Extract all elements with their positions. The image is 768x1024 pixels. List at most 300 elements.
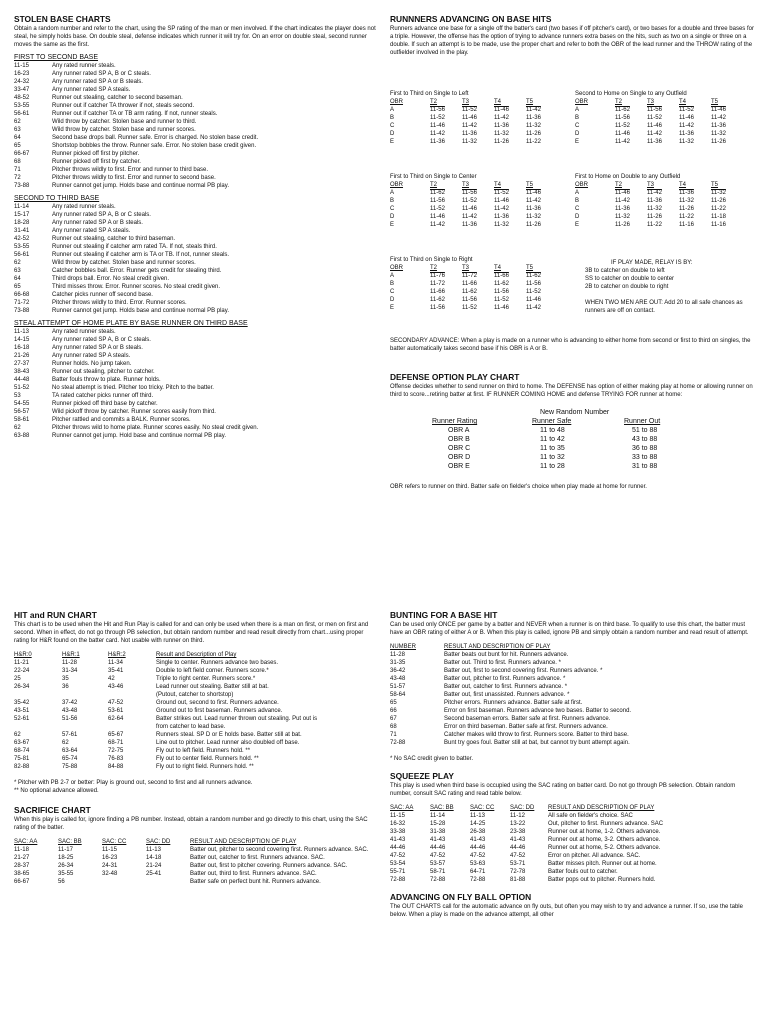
squeeze-table xyxy=(390,804,663,884)
first-to-second-result: Any runner rated SP A or B steals. xyxy=(52,79,143,85)
squeeze-cell: 33-38 xyxy=(390,829,406,835)
sacrifice-cell: 21-24 xyxy=(146,863,162,869)
runners-grid-cell: 11-46 xyxy=(494,198,509,204)
sq-header-4: RESULT AND DESCRIPTION OF PLAY xyxy=(548,805,655,811)
bunting-row xyxy=(390,739,631,747)
relay-line-2: SS to catcher on double to center xyxy=(585,276,675,282)
runners-grid-cell: 11-26 xyxy=(494,139,509,145)
runners-grid-cell: 11-32 xyxy=(711,190,726,196)
home-steal-number: 11-13 xyxy=(14,329,29,335)
second-to-third-number: 56-61 xyxy=(14,252,30,258)
bunting-cell: Batter out, first unassisted. Runners advance. * xyxy=(444,692,570,698)
runners-grid-cell: 11-26 xyxy=(526,222,541,228)
sacrifice-cell xyxy=(102,878,146,886)
first-to-second-row xyxy=(14,78,378,86)
runners-grid-cell: 11-32 xyxy=(711,131,726,137)
home-steal-result: TA rated catcher picks runner off third. xyxy=(52,393,154,399)
defense-row xyxy=(432,444,660,453)
second-to-third-result: Runner cannot get jump. Holds base and continue normal PB play. xyxy=(52,308,229,314)
runners-grid-header: T3 xyxy=(647,99,655,105)
runners-grid-cell: 11-52 xyxy=(494,190,509,196)
squeeze-cell: Batter fouls out to catcher. xyxy=(548,869,618,875)
runners-table-5 xyxy=(390,256,570,312)
runners-grid-header: T2 xyxy=(615,182,623,188)
runners-grid-row xyxy=(390,122,558,130)
runners-grid-cell: 11-42 xyxy=(430,222,445,228)
sacrifice-row xyxy=(14,878,368,886)
squeeze-cell: Runner out at home, 3-2. Others advance. xyxy=(548,837,661,843)
runners-grid-header: OBR xyxy=(390,99,404,105)
bunting-cell: 58-64 xyxy=(390,692,406,698)
hr-header-0: H&R:0 xyxy=(14,652,32,658)
sacrifice-cell: 11-17 xyxy=(58,847,73,853)
hit-run-row xyxy=(14,683,317,691)
squeeze-cell: 53-54 xyxy=(390,861,406,867)
runners-grid-cell: C xyxy=(390,289,395,295)
sacrifice-cell: 25-41 xyxy=(146,871,162,877)
squeeze-cell: 15-28 xyxy=(430,821,446,827)
sacrifice-cell: 35-55 xyxy=(58,871,74,877)
bunting-cell: 65 xyxy=(390,700,397,706)
hit-run-cell: 11-21 xyxy=(14,660,29,666)
squeeze-cell: 58-71 xyxy=(430,869,446,875)
squeeze-cell: 23-38 xyxy=(510,829,526,835)
first-to-second-number: 62 xyxy=(14,119,21,125)
hit-run-cell: 47-52 xyxy=(108,700,124,706)
runners-grid-cell: B xyxy=(390,115,395,121)
hit-run-cell: 35-42 xyxy=(14,700,30,706)
hit-run-cell: Triple to right center. Runners score.* xyxy=(156,676,256,682)
home-steal-row xyxy=(14,352,378,360)
runners-grid-row xyxy=(390,221,558,229)
hit-run-cell: 62 xyxy=(14,732,21,738)
hit-run-row xyxy=(14,699,317,707)
sac-header-4: RESULT AND DESCRIPTION OF PLAY xyxy=(190,839,297,845)
runners-section xyxy=(390,14,754,57)
second-to-third-row xyxy=(14,243,378,251)
second-to-third-number: 53-55 xyxy=(14,244,30,250)
hit-run-cell: 75-88 xyxy=(62,764,78,770)
runners-grid-cell: A xyxy=(390,273,395,279)
second-to-third-result: Any runner rated SP A steals. xyxy=(52,228,131,234)
squeeze-title: SQUEEZE PLAY xyxy=(390,771,454,781)
hit-run-cell: Fly out to left field. Runners hold. ** xyxy=(156,748,251,754)
first-to-second-result: Runner picked off first by pitcher. xyxy=(52,151,140,157)
second-to-third-number: 15-17 xyxy=(14,212,30,218)
runners-grid-cell: 11-46 xyxy=(647,123,662,129)
bunting-cell: Batter out, catcher to first. Runners advance. * xyxy=(444,684,568,690)
hit-run-cell: 82-88 xyxy=(14,764,30,770)
runners-grid-cell: 11-42 xyxy=(526,198,541,204)
runners-grid-cell: A xyxy=(390,190,395,196)
bunting-cell: 66 xyxy=(390,708,397,714)
hit-run-cell: 75-81 xyxy=(14,756,30,762)
hit-run-row xyxy=(14,747,317,755)
second-to-third-number: 63 xyxy=(14,268,21,274)
runners-grid-cell: 11-56 xyxy=(430,107,445,113)
second-to-third-result: Catcher bobbles ball. Error. Runner gets credit for stealing third. xyxy=(52,268,222,274)
runners-grid-cell: 11-36 xyxy=(647,198,662,204)
secondary-advance: SECONDARY ADVANCE: When a play is made on a runner who is advancing to either home from second or first to third on singles, the batter automatically takes second base if his OBR is A or B. xyxy=(390,338,751,352)
squeeze-cell: 53-71 xyxy=(510,861,526,867)
squeeze-cell: Batter pops out to pitcher. Runners hold. xyxy=(548,877,656,883)
runners-grid-header: T4 xyxy=(679,99,687,105)
runners-grid-cell: 11-36 xyxy=(494,123,509,129)
squeeze-cell: 26-38 xyxy=(470,829,486,835)
first-to-second-number: 24-32 xyxy=(14,79,30,85)
hit-run-cell: 43-51 xyxy=(14,708,30,714)
runners-grid-header: T4 xyxy=(494,99,502,105)
second-to-third-number: 18-28 xyxy=(14,220,30,226)
first-to-second-number: 33-47 xyxy=(14,87,30,93)
second-to-third-row xyxy=(14,307,378,315)
defense-row xyxy=(432,462,660,471)
runners-grid-cell: 11-66 xyxy=(430,289,445,295)
runners-grid-header: OBR xyxy=(390,182,404,188)
bunting-cell: Catcher makes wild throw to first. Runners score. Batter to third base. xyxy=(444,732,629,738)
runners-grid-cell: 11-52 xyxy=(647,115,662,121)
defense-table xyxy=(432,417,660,471)
hit-run-cell: 22-24 xyxy=(14,668,30,674)
bunting-cell: Bunt try goes foul. Batter still at bat, but cannot try bunt attempt again. xyxy=(444,740,630,746)
squeeze-intro: This play is used when third base is occupied using the SAC rating on batter card. Do not go through PB selection. Obtain random number, consult SAC rating and read table below. xyxy=(390,783,736,797)
second-to-third-number: 42-52 xyxy=(14,236,30,242)
runners-grid-cell: 11-36 xyxy=(430,139,445,145)
runners-grid-cell: 11-36 xyxy=(711,123,726,129)
runners-grid-cell: 11-56 xyxy=(430,305,445,311)
bunting-row xyxy=(390,659,631,667)
second-to-third-row xyxy=(14,267,378,275)
runners-grid-cell: 11-52 xyxy=(430,115,445,121)
runners-grid-cell: 11-62 xyxy=(462,289,477,295)
runners-grid-row xyxy=(390,106,558,114)
hit-run-cell: 76-83 xyxy=(108,756,124,762)
second-to-third-number: 71-72 xyxy=(14,300,30,306)
second-to-third-number: 62 xyxy=(14,260,21,266)
sacrifice-cell: 24-31 xyxy=(102,863,118,869)
defense-cell: OBR E xyxy=(448,463,470,470)
sacrifice-cell: Batter out, first to pitcher covering. Runners advance. SAC. xyxy=(190,863,348,869)
defense-title: DEFENSE OPTION PLAY CHART xyxy=(390,372,520,382)
bunting-cell: 71 xyxy=(390,732,397,738)
hit-run-cell: 11-28 xyxy=(62,660,77,666)
runners-grid-cell: E xyxy=(390,222,395,228)
first-to-second-number: 72 xyxy=(14,175,21,181)
sac-header-1: SAC: BB xyxy=(58,839,82,845)
squeeze-cell: 47-52 xyxy=(510,853,526,859)
hit-run-cell: (Putout, catcher to shortstop) xyxy=(156,692,234,698)
bunting-cell: 31-35 xyxy=(390,660,406,666)
sac-header-2: SAC: CC xyxy=(102,839,127,845)
squeeze-cell: 11-15 xyxy=(390,813,405,819)
runners-grid-cell: 11-46 xyxy=(430,123,445,129)
runners-grid-cell: 11-62 xyxy=(526,273,541,279)
second-to-third-result: Runner out stealing if catcher arm rated TA. If not, steals third. xyxy=(52,244,217,250)
runners-grid-cell: B xyxy=(575,115,580,121)
home-steal-row xyxy=(14,336,378,344)
bunting-row xyxy=(390,731,631,739)
sacrifice-cell: 28-37 xyxy=(14,863,30,869)
runners-grid-cell: E xyxy=(390,139,395,145)
flyball-title: ADVANCING ON FLY BALL OPTION xyxy=(390,892,532,902)
hit-run-cell: 62 xyxy=(62,740,69,746)
second-to-third-result: Third misses throw. Error. Runner scores. No steal credit given. xyxy=(52,284,221,290)
second-to-third-number: 64 xyxy=(14,276,21,282)
runners-grid-cell: B xyxy=(575,198,580,204)
second-to-third-result: Any rated runner steals. xyxy=(52,204,116,210)
sacrifice-title: SACRIFICE CHART xyxy=(14,805,91,815)
first-to-second-number: 63 xyxy=(14,127,21,133)
hit-run-cell: 43-46 xyxy=(108,684,124,690)
runners-grid-cell: 11-22 xyxy=(526,139,541,145)
first-to-second-result: Pitcher throws wildly to first. Error and runner to second base. xyxy=(52,175,216,181)
first-to-second-row xyxy=(14,166,378,174)
stolen-base-intro: Obtain a random number and refer to the chart, using the SP rating of the man or men involved. If the chart indicates the player does not steal, he simply holds base. On double steal, defense indicates which runner it will try for. On an error on double steal, second runner moves the same as the first. xyxy=(14,26,376,48)
runners-grid-row xyxy=(575,189,743,197)
second-to-third-list xyxy=(14,203,378,315)
bunting-table xyxy=(390,643,631,747)
bunting-cell: Error on third baseman. Batter safe at first. Runners advance. xyxy=(444,724,608,730)
runners-grid-cell: 11-42 xyxy=(647,190,662,196)
runners-grid-row xyxy=(575,205,743,213)
hit-run-cell: 35-41 xyxy=(108,668,124,674)
runners-grid-cell: 11-32 xyxy=(526,214,541,220)
home-steal-row xyxy=(14,360,378,368)
runners-grid-cell: 11-56 xyxy=(430,198,445,204)
second-to-third-row xyxy=(14,219,378,227)
runners-grid-cell: 11-56 xyxy=(615,115,630,121)
runners-grid-cell: 11-26 xyxy=(711,139,726,145)
runners-grid-header: T4 xyxy=(494,182,502,188)
first-to-second-number: 68 xyxy=(14,159,21,165)
first-to-second-result: Wild throw by catcher. Stolen base and runner to third. xyxy=(52,119,197,125)
runners-grid-header: T2 xyxy=(430,99,438,105)
second-to-third-number: 73-88 xyxy=(14,308,30,314)
runners-grid-cell: 11-56 xyxy=(526,281,541,287)
hit-run-cell xyxy=(108,723,156,731)
defense-cell: OBR B xyxy=(448,436,470,443)
home-steal-result: Any rated runner steals. xyxy=(52,329,116,335)
bunting-section xyxy=(390,610,754,919)
runners-grid-header: T4 xyxy=(679,182,687,188)
hit-run-cell: 63-67 xyxy=(14,740,30,746)
runners-grid-row xyxy=(390,130,558,138)
bunting-row xyxy=(390,683,631,691)
runners-grid-header: OBR xyxy=(390,265,404,271)
defense-cell: 51 to 88 xyxy=(632,427,658,434)
runners-grid-cell: 11-46 xyxy=(615,131,630,137)
home-steal-row xyxy=(14,376,378,384)
defense-cell: 36 to 88 xyxy=(632,445,658,452)
second-to-third-row xyxy=(14,291,378,299)
hit-run-row xyxy=(14,659,317,667)
runners-table-title: First to Third on Single to Left xyxy=(390,91,469,97)
home-steal-heading: STEAL ATTEMPT OF HOME PLATE BY BASE RUNNER ON THIRD BASE xyxy=(14,320,248,327)
runners-grid-header: T3 xyxy=(462,99,470,105)
squeeze-cell: 41-43 xyxy=(470,837,486,843)
second-to-third-row xyxy=(14,283,378,291)
home-steal-row xyxy=(14,392,378,400)
bunt-header-0: NUMBER xyxy=(390,644,417,650)
sacrifice-row xyxy=(14,862,368,870)
home-steal-result: Pitcher throws wild to home plate. Runner scores easily. No steal credit given. xyxy=(52,425,259,431)
squeeze-cell: 53-63 xyxy=(470,861,486,867)
runners-grid-cell: 11-72 xyxy=(430,281,445,287)
runners-grid-cell: 11-42 xyxy=(615,139,630,145)
hit-run-intro: This chart is to be used when the Hit and Run Play is called for and can only be used when there is a man on first, or men on first and second. When in effect, do not go through PB selection, but obtain random number and read result directly from chart...using proper rating for H&R found on the batter card. Not usable with runner on third. xyxy=(14,622,369,644)
first-to-second-result: Runner out if catcher TA thrower if not, steals second. xyxy=(52,103,195,109)
squeeze-cell: 11-13 xyxy=(470,813,485,819)
runners-grid-cell: 11-22 xyxy=(647,222,662,228)
second-to-third-result: Third drops ball. Error. No steal credit given. xyxy=(52,276,170,282)
runners-grid-cell: 11-52 xyxy=(615,123,630,129)
runners-grid-cell: 11-52 xyxy=(679,107,694,113)
first-to-second-result: Second base drops ball. Runner safe. Error is charged. No stolen base credit. xyxy=(52,135,259,141)
hit-run-cell: Fly out to right field. Runners hold. ** xyxy=(156,764,254,770)
hit-run-cell: 35 xyxy=(62,676,69,682)
bunting-row xyxy=(390,707,631,715)
second-to-third-row xyxy=(14,299,378,307)
sacrifice-row xyxy=(14,854,368,862)
bunting-row xyxy=(390,675,631,683)
defense-section xyxy=(390,372,756,491)
runners-grid-cell: 11-52 xyxy=(494,297,509,303)
runners-grid-cell: 11-36 xyxy=(526,115,541,121)
runners-grid-header: T5 xyxy=(526,182,534,188)
home-steal-number: 51-52 xyxy=(14,385,30,391)
sacrifice-row xyxy=(14,846,368,854)
hit-run-cell xyxy=(14,691,62,699)
runners-grid-row xyxy=(390,114,558,122)
runners-grid-cell: 11-62 xyxy=(430,297,445,303)
first-to-second-result: Wild throw by catcher. Stolen base and runner scores. xyxy=(52,127,196,133)
runners-grid-row xyxy=(575,122,743,130)
runners-grid-cell: 11-42 xyxy=(494,206,509,212)
home-steal-number: 53 xyxy=(14,393,21,399)
runners-grid-cell: 11-42 xyxy=(526,305,541,311)
bunting-cell: Pitcher errors. Runners advance. Batter safe at first. xyxy=(444,700,583,706)
hit-run-cell: 42 xyxy=(108,676,115,682)
defense-row xyxy=(432,426,660,435)
runners-grid-row xyxy=(390,272,558,280)
first-to-second-row xyxy=(14,110,378,118)
sacrifice-cell: 11-13 xyxy=(146,847,161,853)
sacrifice-cell: 11-18 xyxy=(14,847,29,853)
squeeze-cell: All safe on fielder's choice. SAC xyxy=(548,813,633,819)
home-steal-result: Runner holds. No jump taken. xyxy=(52,361,132,367)
hit-run-cell: 62-64 xyxy=(108,716,124,722)
runners-grid-header: T4 xyxy=(494,265,502,271)
defense-cell: 33 to 88 xyxy=(632,454,658,461)
squeeze-cell: Batter misses pitch. Runner out at home. xyxy=(548,861,657,867)
runners-grid-cell: 11-72 xyxy=(462,273,477,279)
defense-row xyxy=(432,435,660,444)
stolen-base-section xyxy=(14,14,378,440)
runners-table-2 xyxy=(575,90,755,146)
second-to-third-result: Runner out stealing if catcher arm is TA or TB. If not, runner steals. xyxy=(52,252,230,258)
relay-title: IF PLAY MADE, RELAY IS BY: xyxy=(611,260,693,266)
runners-grid-row xyxy=(390,296,558,304)
defense-header-out: Runner Out xyxy=(624,418,661,425)
home-steal-row xyxy=(14,328,378,336)
runners-grid-cell: 11-46 xyxy=(679,115,694,121)
sacrifice-cell: 16-23 xyxy=(102,855,118,861)
hit-run-cell: 84-88 xyxy=(108,764,124,770)
first-to-second-row xyxy=(14,158,378,166)
sacrifice-cell: Batter safe on perfect bunt hit. Runners advance. xyxy=(190,879,321,885)
hit-run-cell: 36 xyxy=(62,684,69,690)
runners-grid-cell: 11-26 xyxy=(615,222,630,228)
first-to-second-number: 73-88 xyxy=(14,183,30,189)
sacrifice-cell: Batter out, pitcher to second covering first. Runners advance. SAC. xyxy=(190,847,369,853)
runners-grid-cell: 11-62 xyxy=(615,107,630,113)
squeeze-row xyxy=(390,876,663,884)
hit-run-cell: Line out to pitcher. Lead runner also doubled off base. xyxy=(156,740,300,746)
first-to-second-number: 64 xyxy=(14,135,21,141)
runners-grid-cell: 11-26 xyxy=(679,206,694,212)
hit-run-cell: 37-42 xyxy=(62,700,78,706)
runners-grid-row xyxy=(390,138,558,146)
runners-grid-cell: 11-26 xyxy=(711,198,726,204)
first-to-second-number: 11-15 xyxy=(14,63,29,69)
runners-grid-header: T2 xyxy=(430,182,438,188)
runners-grid-row xyxy=(575,221,743,229)
bunting-row xyxy=(390,667,631,675)
runners-title: RUNNNERS ADVANCING ON BASE HITS xyxy=(390,14,552,24)
runners-grid-header: OBR xyxy=(575,182,589,188)
runners-grid-header: OBR xyxy=(575,99,589,105)
runners-grid-cell: 11-46 xyxy=(526,190,541,196)
second-to-third-number: 31-41 xyxy=(14,228,30,234)
hit-run-row xyxy=(14,739,317,747)
runners-table-1 xyxy=(390,90,570,146)
sacrifice-cell: 32-48 xyxy=(102,871,118,877)
first-to-second-row xyxy=(14,126,378,134)
runners-grid-cell: 11-22 xyxy=(711,206,726,212)
runners-grid xyxy=(390,264,558,312)
squeeze-row xyxy=(390,836,663,844)
first-to-second-number: 56-61 xyxy=(14,111,30,117)
squeeze-cell: 81-88 xyxy=(510,877,526,883)
runners-grid-cell: 11-46 xyxy=(615,190,630,196)
squeeze-cell: 64-71 xyxy=(470,869,486,875)
squeeze-row xyxy=(390,812,663,820)
bunting-row xyxy=(390,691,631,699)
runners-grid-row xyxy=(575,197,743,205)
squeeze-cell: 11-14 xyxy=(430,813,445,819)
squeeze-cell: Out, pitcher to first. Runners advance. SAC xyxy=(548,821,664,827)
home-steal-row xyxy=(14,408,378,416)
runners-table-title: Second to Home on Single to any Outfield xyxy=(575,91,687,97)
runners-grid-cell: D xyxy=(390,131,395,137)
home-steal-number: 16-18 xyxy=(14,345,30,351)
home-steal-result: Any runner rated SP A, B or C steals. xyxy=(52,337,151,343)
hit-run-cell: 25 xyxy=(14,676,21,682)
runners-grid-cell: 11-66 xyxy=(494,273,509,279)
second-to-third-row xyxy=(14,203,378,211)
runners-grid-header: T2 xyxy=(430,265,438,271)
runners-grid-cell: D xyxy=(575,214,580,220)
hit-run-row xyxy=(14,707,317,715)
squeeze-cell: 41-43 xyxy=(430,837,446,843)
squeeze-cell: Runner out at home, 1-2. Others advance. xyxy=(548,829,661,835)
runners-grid-header: T5 xyxy=(711,182,719,188)
first-to-second-result: Runner out stealing, catcher to second baseman. xyxy=(52,95,183,101)
runners-grid-cell: 11-46 xyxy=(526,297,541,303)
home-steal-result: Batter fouls throw to plate. Runner holds. xyxy=(52,377,161,383)
home-steal-result: Runner picked off third base by catcher. xyxy=(52,401,158,407)
runners-grid-cell: 11-16 xyxy=(711,222,726,228)
